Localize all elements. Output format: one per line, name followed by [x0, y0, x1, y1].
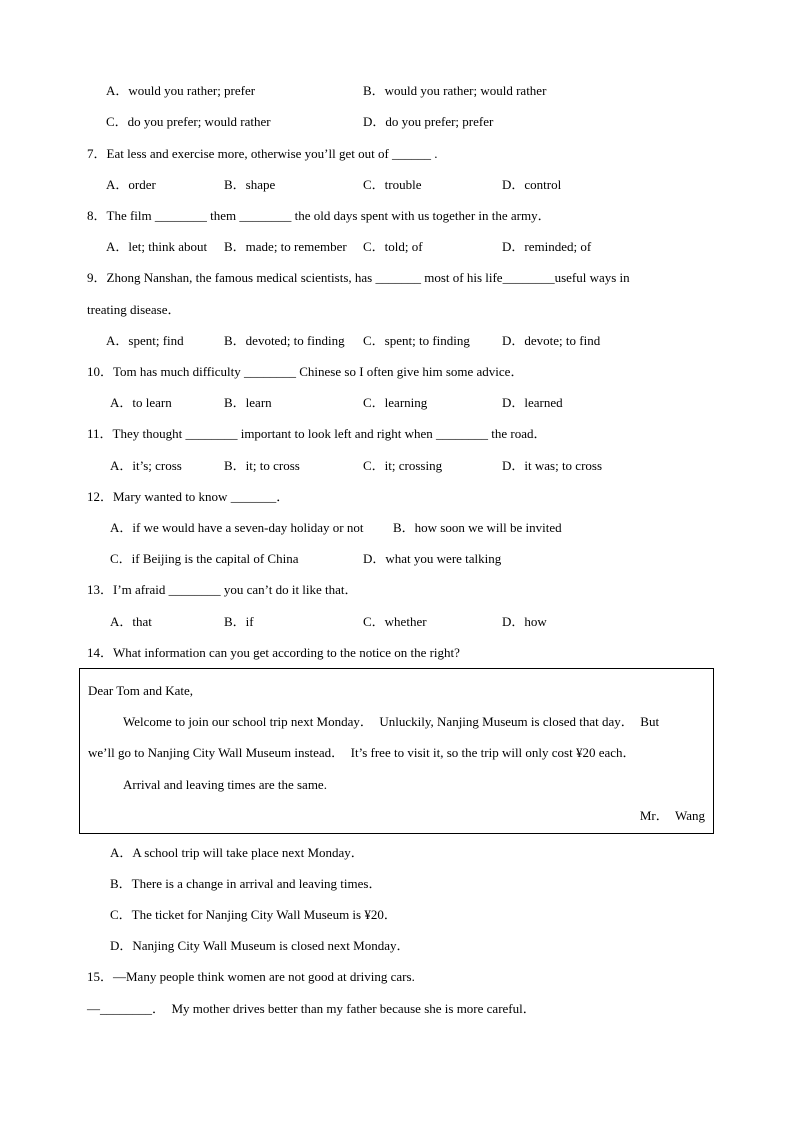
q9-stem-line1: 9．Zhong Nanshan, the famous medical scientists, has _______ most of his life________useful ways in: [87, 270, 630, 285]
notice-box: [79, 668, 714, 834]
q12-option-b[interactable]: B．how soon we will be invited: [393, 520, 562, 535]
q8-option-c[interactable]: C．told; of: [363, 239, 423, 254]
notice-line-1: Welcome to join our school trip next Monday． Unluckily, Nanjing Museum is closed that day． But: [123, 714, 660, 729]
q10-option-b[interactable]: B．learn: [224, 395, 272, 410]
q6-option-d[interactable]: D．do you prefer; prefer: [363, 114, 494, 129]
q9-option-b[interactable]: B．devoted; to finding: [224, 333, 345, 348]
q10-option-c[interactable]: C．learning: [363, 395, 428, 410]
q11-option-c[interactable]: C．it; crossing: [363, 458, 443, 473]
q14-stem: 14．What information can you get according to the notice on the right?: [87, 645, 460, 660]
q14-option-c[interactable]: C．The ticket for Nanjing City Wall Museum is ¥20．: [110, 907, 397, 922]
q8-option-a[interactable]: A．let; think about: [106, 239, 208, 254]
q9-option-d[interactable]: D．devote; to find: [502, 333, 601, 348]
q7-option-b[interactable]: B．shape: [224, 177, 276, 192]
q15-reply: —________． My mother drives better than my father because she is more careful．: [87, 1001, 536, 1016]
q11-option-a[interactable]: A．it’s; cross: [110, 458, 182, 473]
q9-stem-line2: treating disease．: [87, 302, 181, 317]
notice-line-2: we’ll go to Nanjing City Wall Museum instead． It’s free to visit it, so the trip will only cost ¥20 each．: [88, 745, 636, 760]
q8-stem: 8．The film ________ them ________ the old days spent with us together in the army．: [87, 208, 551, 223]
notice-signature: Mr． Wang: [639, 808, 705, 823]
q6-option-b[interactable]: B．would you rather; would rather: [363, 83, 547, 98]
q7-stem: 7．Eat less and exercise more, otherwise you’ll get out of ______ .: [87, 146, 438, 161]
q14-option-d[interactable]: D．Nanjing City Wall Museum is closed next Monday．: [110, 938, 410, 953]
notice-line-3: Arrival and leaving times are the same.: [123, 777, 327, 792]
q11-stem: 11．They thought ________ important to look left and right when ________ the road．: [87, 426, 547, 441]
q9-option-c[interactable]: C．spent; to finding: [363, 333, 470, 348]
q10-option-a[interactable]: A．to learn: [110, 395, 172, 410]
notice-greeting: Dear Tom and Kate,: [88, 683, 193, 698]
q12-option-c[interactable]: C．if Beijing is the capital of China: [110, 551, 299, 566]
q8-option-d[interactable]: D．reminded; of: [502, 239, 592, 254]
q6-option-a[interactable]: A．would you rather; prefer: [106, 83, 256, 98]
q12-stem: 12．Mary wanted to know _______．: [87, 489, 290, 504]
q14-option-b[interactable]: B．There is a change in arrival and leaving times．: [110, 876, 382, 891]
q14-option-a[interactable]: A．A school trip will take place next Monday．: [110, 845, 364, 860]
q13-option-a[interactable]: A．that: [110, 614, 152, 629]
q10-option-d[interactable]: D．learned: [502, 395, 563, 410]
q12-option-a[interactable]: A．if we would have a seven-day holiday or not: [110, 520, 364, 535]
q6-option-c[interactable]: C．do you prefer; would rather: [106, 114, 271, 129]
q7-option-a[interactable]: A．order: [106, 177, 156, 192]
q12-option-d[interactable]: D．what you were talking: [363, 551, 502, 566]
q13-stem: 13．I’m afraid ________ you can’t do it like that．: [87, 582, 358, 597]
q10-stem: 10．Tom has much difficulty ________ Chinese so I often give him some advice．: [87, 364, 524, 379]
q7-option-d[interactable]: D．control: [502, 177, 562, 192]
q13-option-b[interactable]: B．if: [224, 614, 254, 629]
q11-option-d[interactable]: D．it was; to cross: [502, 458, 603, 473]
q7-option-c[interactable]: C．trouble: [363, 177, 422, 192]
q8-option-b[interactable]: B．made; to remember: [224, 239, 347, 254]
q13-option-c[interactable]: C．whether: [363, 614, 427, 629]
q11-option-b[interactable]: B．it; to cross: [224, 458, 300, 473]
q15-stem: 15．—Many people think women are not good at driving cars.: [87, 969, 415, 984]
q9-option-a[interactable]: A．spent; find: [106, 333, 184, 348]
q13-option-d[interactable]: D．how: [502, 614, 547, 629]
